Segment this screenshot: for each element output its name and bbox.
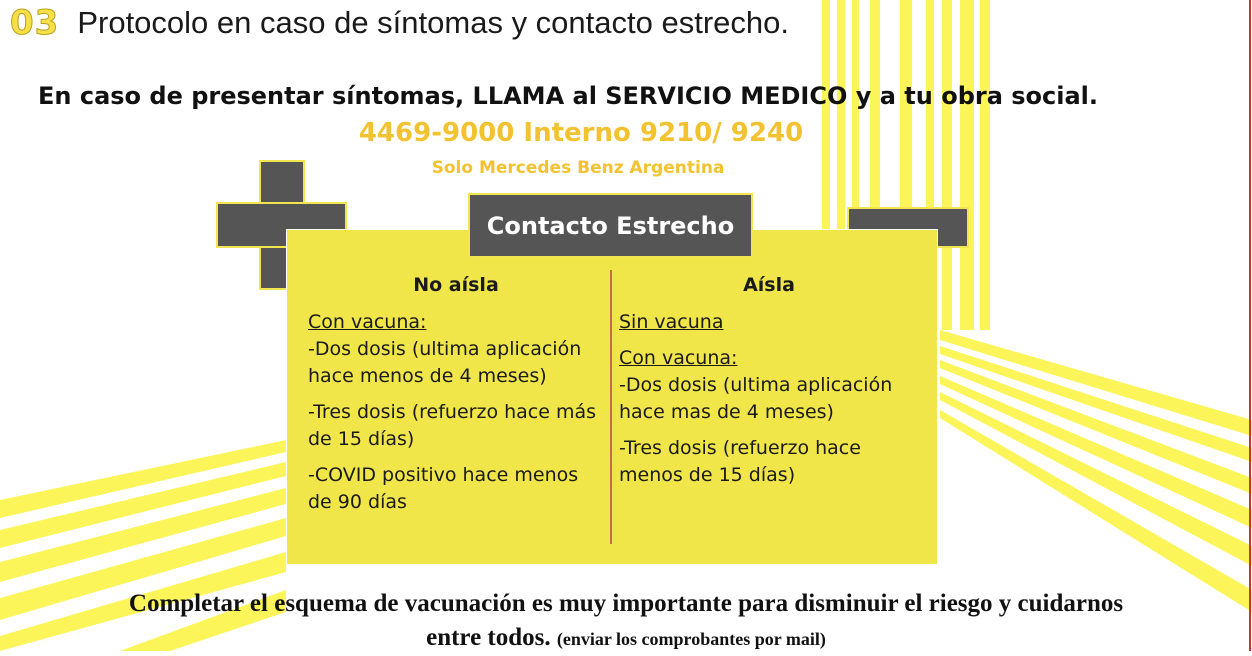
page-title: Protocolo en caso de síntomas y contacto estrecho. xyxy=(77,5,789,40)
footer-mail-note: (enviar los comprobantes por mail) xyxy=(556,629,826,649)
list-item: -COVID positivo hace menos de 90 días xyxy=(308,464,579,513)
footer-note xyxy=(0,587,1252,656)
card-header: Contacto Estrecho xyxy=(468,193,753,258)
list-item: -Dos dosis (ultima aplicación hace menos de 4 meses) xyxy=(308,338,582,387)
footer-line-2-text: entre todos. xyxy=(426,624,551,651)
footer-line-1: Completar el esquema de vacunación es muy importante para disminuir el riesgo y cuidarnos xyxy=(128,590,1124,617)
no-isolate-column xyxy=(308,272,604,525)
section-number: 03 xyxy=(10,3,60,43)
vaccine-label: Con vacuna: xyxy=(619,347,738,369)
instruction-text: En caso de presentar síntomas, LLAMA al SERVICIO MEDICO y a tu obra social. xyxy=(38,82,1099,110)
isolate-column xyxy=(619,272,919,498)
title-row xyxy=(10,2,789,44)
list-item: -Dos dosis (ultima aplicación hace mas de 4 meses) xyxy=(619,374,893,423)
vaccine-label: Con vacuna: xyxy=(308,311,427,333)
right-edge-line xyxy=(1249,0,1251,651)
no-isolate-heading: No aísla xyxy=(413,274,499,296)
isolate-heading: Aísla xyxy=(743,274,795,296)
list-item: -Tres dosis (refuerzo hace más de 15 días) xyxy=(308,401,597,450)
company-note: Solo Mercedes Benz Argentina xyxy=(431,158,725,178)
column-divider xyxy=(610,270,612,544)
phone-number: 4469-9000 Interno 9210/ 9240 xyxy=(358,118,804,148)
no-vaccine-label: Sin vacuna xyxy=(619,311,724,333)
list-item: -Tres dosis (refuerzo hace menos de 15 días) xyxy=(619,437,861,486)
